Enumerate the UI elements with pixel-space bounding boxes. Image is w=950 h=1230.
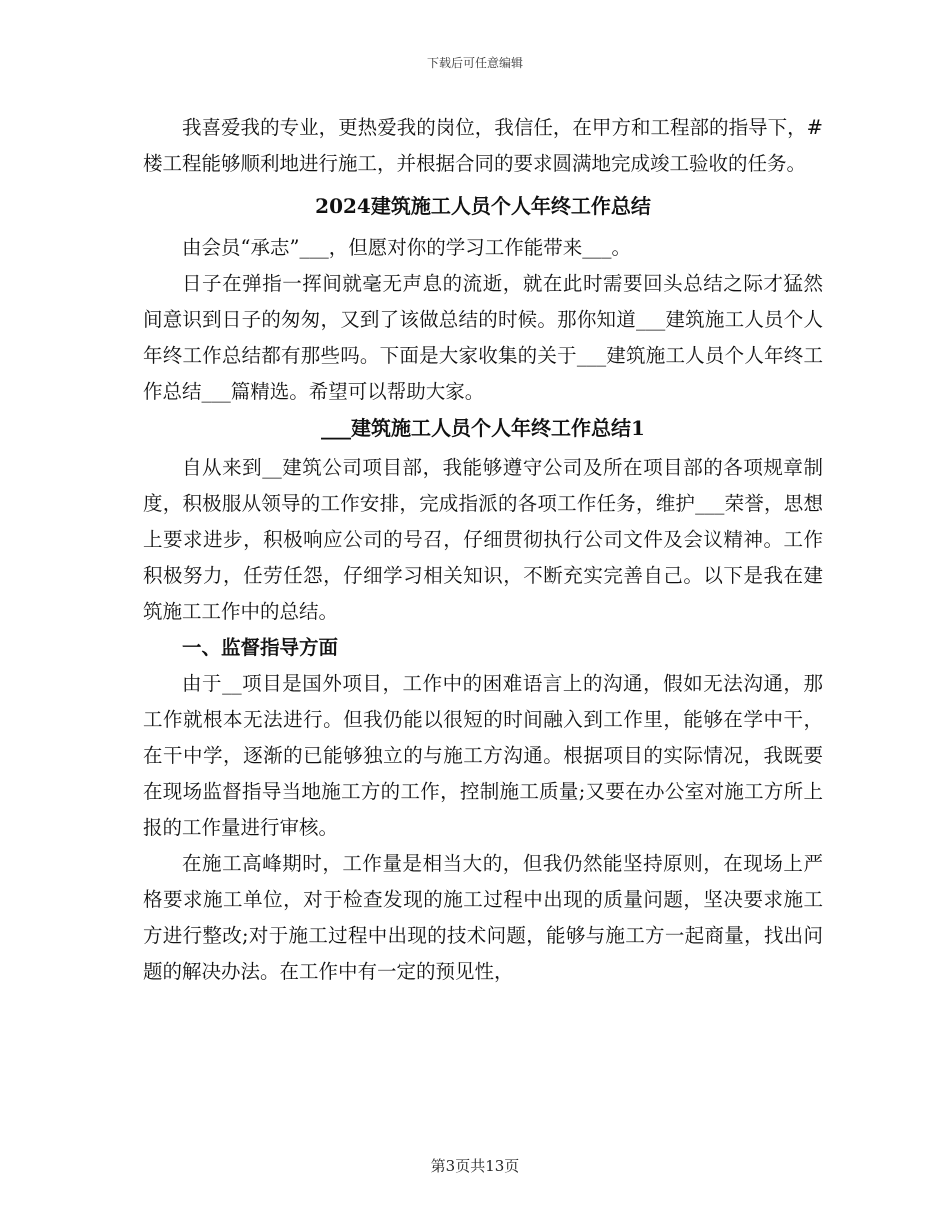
header-note: 下载后可任意编辑 [426,56,523,70]
document-body [143,110,823,990]
document-title: 2024建筑施工人员个人年终工作总结 [315,194,651,218]
paragraph-overview: 自从来到__建筑公司项目部，我能够遵守公司及所在项目部的各项规章制度，积极服从领导的工作安排，完成指派的各项工作任务，维护___荣誉，思想上要求进步，积极响应公司的号召，仔细贯彻执行公司文件及会议精神。工作积极努力，任劳任怨，仔细学习相关知识，不断充实完善自己。以下是我在建筑施工工作中的总结。 [143,456,823,623]
paragraph-member-note: 由会员“承志”___，但愿对你的学习工作能带来___。 [182,236,631,259]
paragraph-introduction: 日子在弹指一挥间就毫无声息的流逝，就在此时需要回头总结之际才猛然间意识到日子的匆匆，又到了该做总结的时候。那你知道___建筑施工人员个人年终工作总结都有那些吗。下面是大家收集的关于___建筑施工人员个人年终工作总结___篇精选。希望可以帮助大家。 [143,272,823,403]
page-indicator: 第3页共13页 [430,1157,520,1175]
paragraph-supervision-1: 由于__项目是国外项目，工作中的困难语言上的沟通，假如无法沟通，那工作就根本无法进行。但我仍能以很短的时间融入到工作里，能够在学中干，在干中学，逐渐的已能够独立的与施工方沟通。根据项目的实际情况，我既要在现场监督指导当地施工方的工作，控制施工质量;又要在办公室对施工方所上报的工作量进行审核。 [143,672,823,839]
section-title: ___建筑施工人员个人年终工作总结1 [321,416,645,440]
intro-paragraph: 我喜爱我的专业，更热爱我的岗位，我信任，在甲方和工程部的指导下，#楼工程能够顺利地进行施工，并根据合同的要求圆满地完成竣工验收的任务。 [143,116,823,175]
subheading-supervision: 一、监督指导方面 [182,636,339,659]
paragraph-supervision-2: 在施工高峰期时，工作量是相当大的，但我仍然能坚持原则，在现场上严格要求施工单位，对于检查发现的施工过程中出现的质量问题，坚决要求施工方进行整改;对于施工过程中出现的技术问题，能够与施工方一起商量，找出问题的解决办法。在工作中有一定的预见性， [143,852,823,983]
